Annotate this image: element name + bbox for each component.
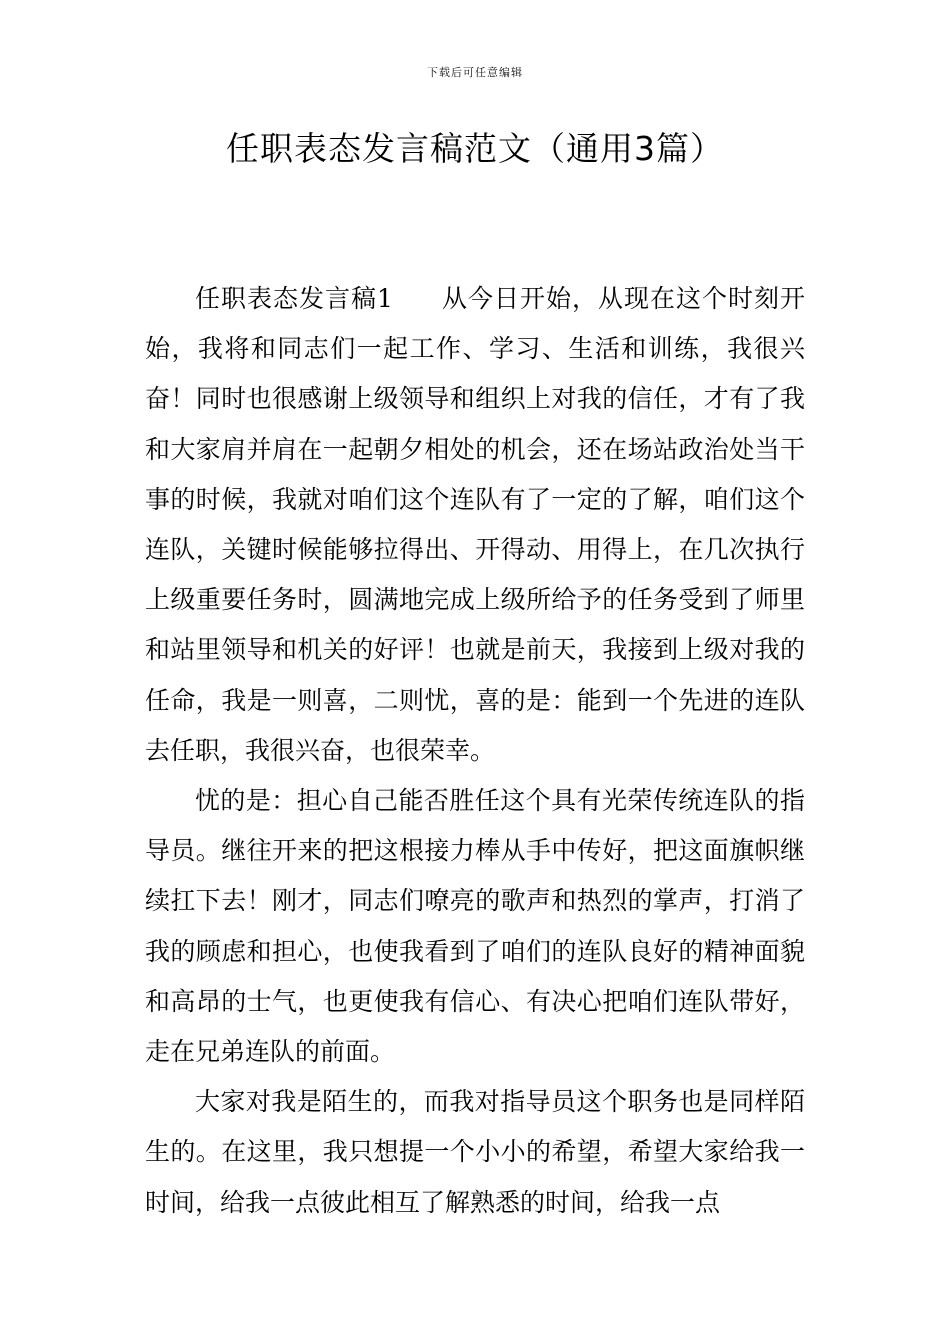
paragraph-1-text: 从今日开始，从现在这个时刻开始，我将和同志们一起工作、学习、生活和训练，我很兴奋！同时也很感谢上级领导和组织上对我的信任，才有了我和大家肩并肩在一起朝夕相处的机会，还在场站政治处当干事的时候，我就对咱们这个连队有了一定的了解，咱们这个连队，关键时候能够拉得出、开得动、用得上，在几次执行上级重要任务时，圆满地完成上级所给予的任务受到了师里和站里领导和机关的好评！也就是前天，我接到上级对我的任命，我是一则喜，二则忧，喜的是：能到一个先进的连队去任职，我很兴奋，也很荣幸。: [145, 284, 805, 765]
paragraph-3: [145, 1077, 805, 1228]
header-note: 下载后可任意编辑: [427, 66, 523, 79]
paragraph-2: [145, 776, 805, 1077]
document-title: 任职表态发言稿范文（通用3篇）: [226, 129, 724, 168]
paragraph-3-text: 大家对我是陌生的，而我对指导员这个职务也是同样陌生的。在这里，我只想提一个小小的希望，希望大家给我一时间，给我一点彼此相互了解熟悉的时间，给我一点: [145, 1087, 805, 1217]
speech-heading: 任职表态发言稿1: [195, 284, 393, 313]
paragraph-1: [145, 274, 805, 776]
paragraph-2-text: 忧的是：担心自己能否胜任这个具有光荣传统连队的指导员。继往开来的把这根接力棒从手中传好，把这面旗帜继续扛下去！刚才，同志们嘹亮的歌声和热烈的掌声，打消了我的顾虑和担心，也使我看到了咱们的连队良好的精神面貌和高昂的士气，也更使我有信心、有决心把咱们连队带好，走在兄弟连队的前面。: [145, 786, 805, 1067]
document-body: [145, 274, 805, 1228]
